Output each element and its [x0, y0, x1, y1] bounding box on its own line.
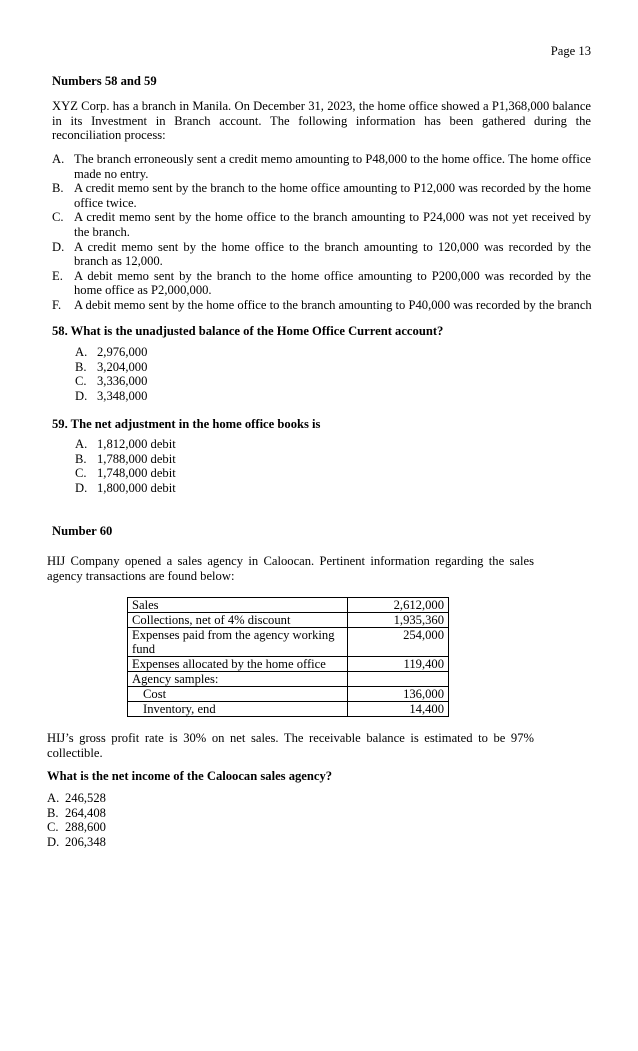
table-row: Sales 2,612,000	[128, 598, 449, 613]
list-item: A. The branch erroneously sent a credit memo amounting to P48,000 to the home office. The home office made no entry.	[52, 152, 591, 181]
choice-item: D. 3,348,000	[75, 388, 148, 403]
table-row: Expenses paid from the agency working fund 254,000	[128, 628, 449, 657]
list-item: F. A debit memo sent by the home office to the branch amounting to P40,000 was recorded by the branch	[52, 297, 592, 312]
choice-item: C. 1,748,000 debit	[75, 466, 176, 481]
choices-59	[75, 437, 176, 495]
question-58: 58. What is the unadjusted balance of the Home Office Current account?	[52, 324, 444, 338]
page-number: Page 13	[550, 44, 591, 58]
choice-item: B. 264,408	[47, 805, 106, 820]
problem-intro-60: HIJ Company opened a sales agency in Caloocan. Pertinent information regarding the sales agency transactions are found below:	[47, 554, 534, 583]
list-item: D. A credit memo sent by the home office to the branch amounting to 120,000 was recorded by the branch as 12,000.	[52, 239, 591, 269]
table-row: Agency samples:	[128, 672, 449, 687]
choice-item: A. 2,976,000	[75, 345, 148, 359]
agency-data-table	[127, 597, 449, 717]
table-row: Inventory, end 14,400	[128, 702, 449, 717]
choice-item: A. 1,812,000 debit	[75, 437, 176, 451]
table-row: Cost 136,000	[128, 687, 449, 702]
choice-item: C. 3,336,000	[75, 374, 148, 389]
table-row: Collections, net of 4% discount 1,935,360	[128, 613, 449, 628]
list-item: E. A debit memo sent by the branch to the home office amounting to P200,000 was recorded by the home office as P2,000,000.	[52, 268, 591, 298]
table-row: Expenses allocated by the home office 119,400	[128, 657, 449, 672]
question-59: 59. The net adjustment in the home office books is	[52, 417, 321, 431]
choice-item: A. 246,528	[47, 791, 106, 805]
choice-item: C. 288,600	[47, 820, 106, 835]
choice-item: D. 1,800,000 debit	[75, 480, 176, 495]
reconciliation-items	[52, 152, 591, 313]
problem-intro-58-59: XYZ Corp. has a branch in Manila. On December 31, 2023, the home office showed a P1,368,000 balance in its Investment in Branch account. The following information has been gathered during the reconciliation process:	[52, 99, 591, 143]
gross-profit-note: HIJ’s gross profit rate is 30% on net sales. The receivable balance is estimated to be 97% collectible.	[47, 731, 534, 760]
choices-60	[47, 791, 106, 849]
choice-item: B. 1,788,000 debit	[75, 451, 176, 466]
question-60: What is the net income of the Caloocan sales agency?	[47, 769, 333, 783]
choice-item: B. 3,204,000	[75, 359, 148, 374]
list-item: C. A credit memo sent by the home office to the branch amounting to P24,000 was not yet received by the branch.	[52, 210, 591, 239]
section-heading-60: Number 60	[52, 524, 113, 538]
choice-item: D. 206,348	[47, 834, 106, 849]
choices-58	[75, 345, 147, 403]
list-item: B. A credit memo sent by the branch to the home office amounting to P12,000 was recorded by the home office twice.	[52, 181, 591, 210]
section-heading-58-59: Numbers 58 and 59	[52, 74, 157, 88]
